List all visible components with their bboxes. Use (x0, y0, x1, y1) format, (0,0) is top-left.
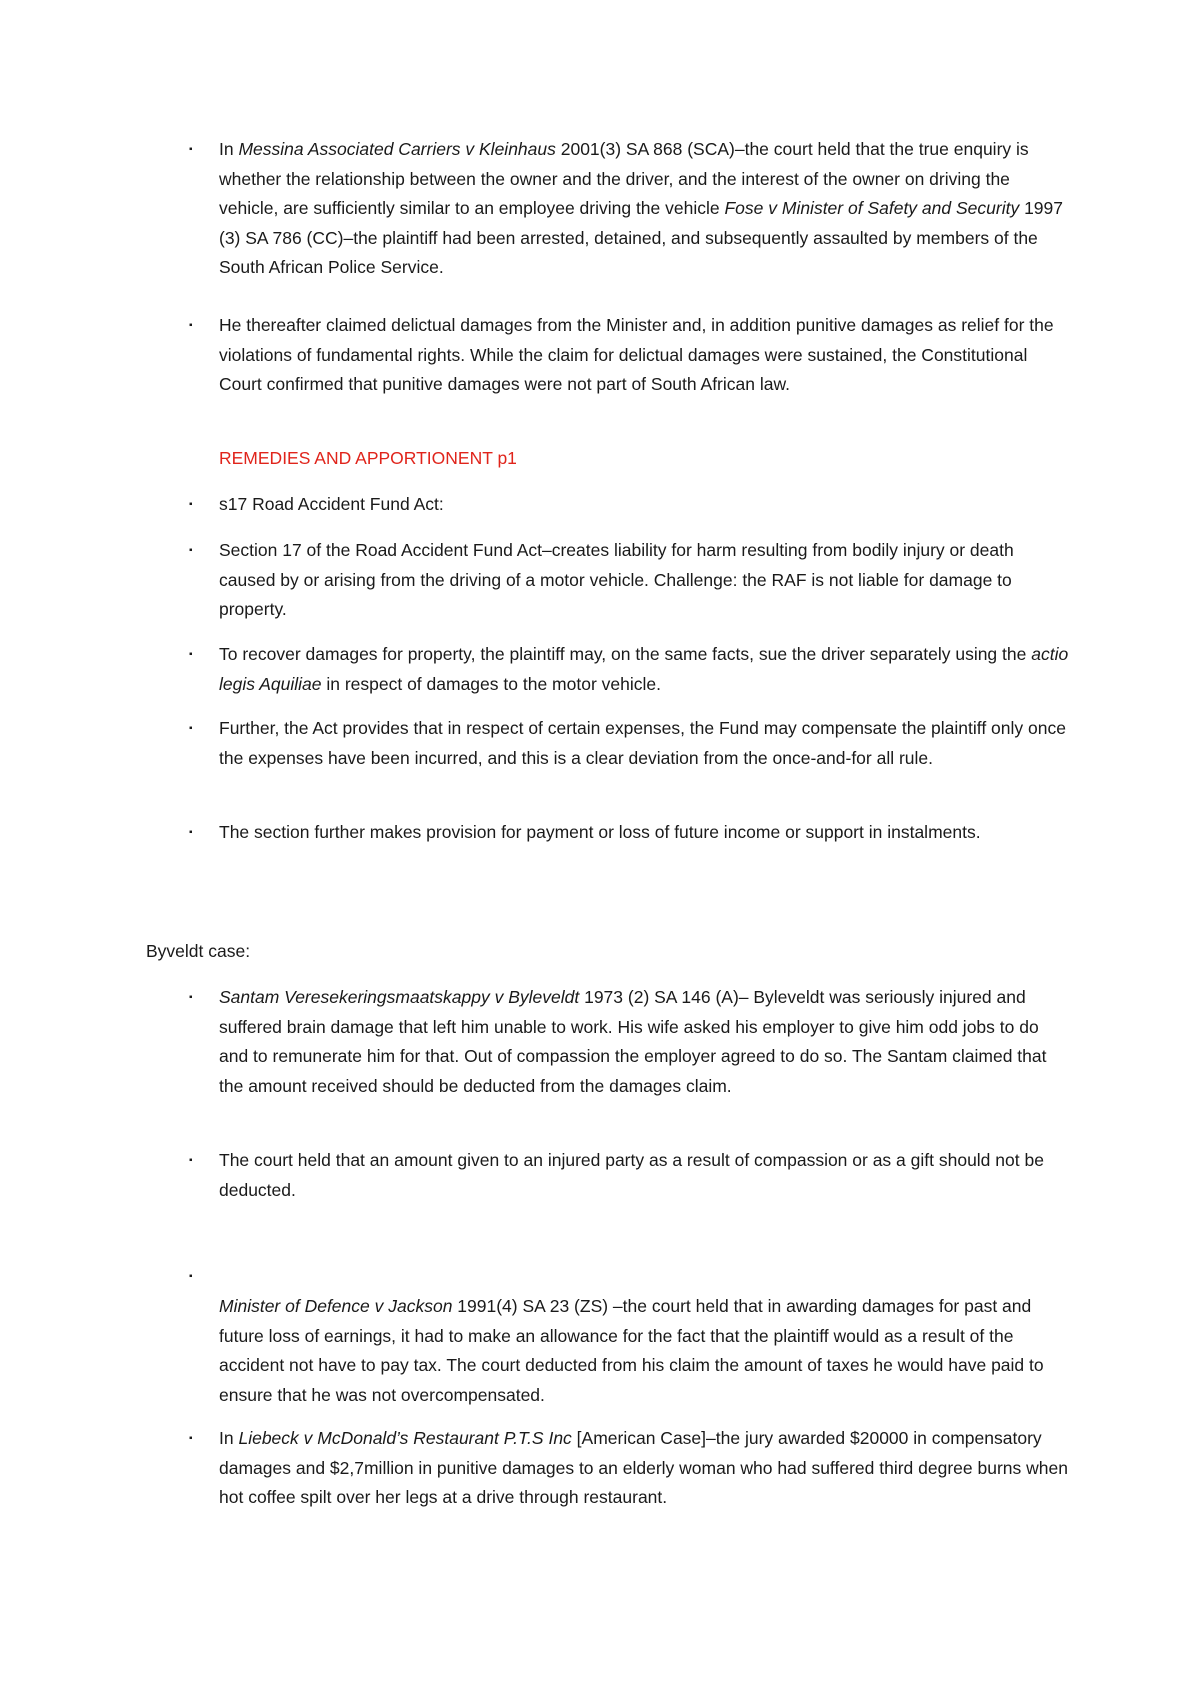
b7-text: The section further makes provision for payment or loss of future income or support in instalments. (219, 822, 981, 842)
b1-text-2: 1997 (3) SA 786 (CC)–the plaintiff had been arrested, detained, and subsequently assaulted by members of the South African Police Service. (219, 198, 1063, 277)
b1-prefix: In (219, 139, 239, 159)
case-name-fose: Fose v Minister of Safety and Security (724, 198, 1020, 218)
bullet-punitive (189, 311, 1069, 400)
case-name-jackson: Minister of Defence v Jackson (219, 1296, 453, 1316)
bullet-marker: ▪ (189, 992, 193, 1003)
bullet-marker: ▪ (189, 723, 193, 734)
bullet-further (189, 714, 1069, 773)
bullet-recover (189, 640, 1069, 699)
bullet-marker: ▪ (189, 1271, 193, 1282)
b2-text: He thereafter claimed delictual damages from the Minister and, in addition punitive damages as relief for the violations of fundamental rights. While the claim for delictual damages were sustained, the Constitutional Court confirmed that punitive damages were not part of South African law. (219, 315, 1054, 394)
b10-text: 1991(4) SA 23 (ZS) –the court held that in awarding damages for past and future loss of earnings, it had to make an allowance for the fact that the plaintiff would as a result of the accident not have to pay tax. The court deducted from his claim the amount of taxes he would have paid to ensure that he was not overcompensated. (219, 1296, 1044, 1405)
b5-text-2: in respect of damages to the motor vehicle. (321, 673, 661, 694)
b1-text: 2001(3) SA 868 (SCA)–the court held that the true enquiry is whether the relationship between the owner and the driver, and the interest of the owner on driving the vehicle, are sufficiently similar to an employee driving the vehicle (219, 139, 1029, 218)
b9-text: The court held that an amount given to an injured party as a result of compassion or as a gift should not be deducted. (219, 1150, 1044, 1200)
bullet-s17 (189, 490, 1069, 520)
bullet-santam (189, 983, 1069, 1101)
bullet-marker: ▪ (189, 320, 193, 331)
byveldt-label: Byveldt case: (146, 941, 251, 961)
b11-prefix: In (219, 1428, 239, 1448)
bullet-marker: ▪ (189, 649, 193, 660)
bullet-marker: ▪ (189, 827, 193, 838)
bullet-marker: ▪ (189, 499, 193, 510)
bullet-compassion (189, 1146, 1069, 1205)
case-name-liebeck: Liebeck v McDonald’s Restaurant P.T.S Inc (238, 1428, 572, 1448)
bullet-marker: ▪ (189, 1155, 193, 1166)
bullet-section17 (189, 536, 1069, 625)
b5-italic: actio legis Aquiliae (219, 644, 1069, 694)
b8-text: 1973 (2) SA 146 (A)– Byleveldt was seriously injured and suffered brain damage that left him unable to work. His wife asked his employer to give him odd jobs to do and to remunerate him for that. Out of compassion the employer agreed to do so. The Santam claimed that the amount received should be deducted from the damages claim. (219, 987, 1047, 1096)
case-name-santam: Santam Veresekeringsmaatskappy v Byleveldt (219, 987, 580, 1007)
bullet-instalments (189, 818, 1069, 848)
section-heading: REMEDIES AND APPORTIONENT p1 (219, 448, 517, 468)
case-name-messina: Messina Associated Carriers v Kleinhaus (238, 139, 556, 159)
bullet-marker: ▪ (189, 545, 193, 556)
bullet-liebeck (189, 1424, 1069, 1513)
b5-text: To recover damages for property, the plaintiff may, on the same facts, sue the driver separately using the (219, 644, 1032, 664)
b6-text: Further, the Act provides that in respect of certain expenses, the Fund may compensate the plaintiff only once the expenses have been incurred, and this is a clear deviation from the once-and-for all rule. (219, 718, 1066, 768)
bullet-messina (189, 135, 1069, 283)
b11-text: [American Case]–the jury awarded $20000 in compensatory damages and $2,7million in punitive damages to an elderly woman who had suffered third degree burns when hot coffee spilt over her legs at a drive through restaurant. (219, 1428, 1068, 1507)
bullet-marker: ▪ (189, 144, 193, 155)
bullet-marker: ▪ (189, 1433, 193, 1444)
para-jackson (219, 1292, 1069, 1410)
b3-text: s17 Road Accident Fund Act: (219, 494, 444, 514)
b4-text: Section 17 of the Road Accident Fund Act–creates liability for harm resulting from bodily injury or death caused by or arising from the driving of a motor vehicle. Challenge: the RAF is not liable for damage to property. (219, 540, 1014, 619)
